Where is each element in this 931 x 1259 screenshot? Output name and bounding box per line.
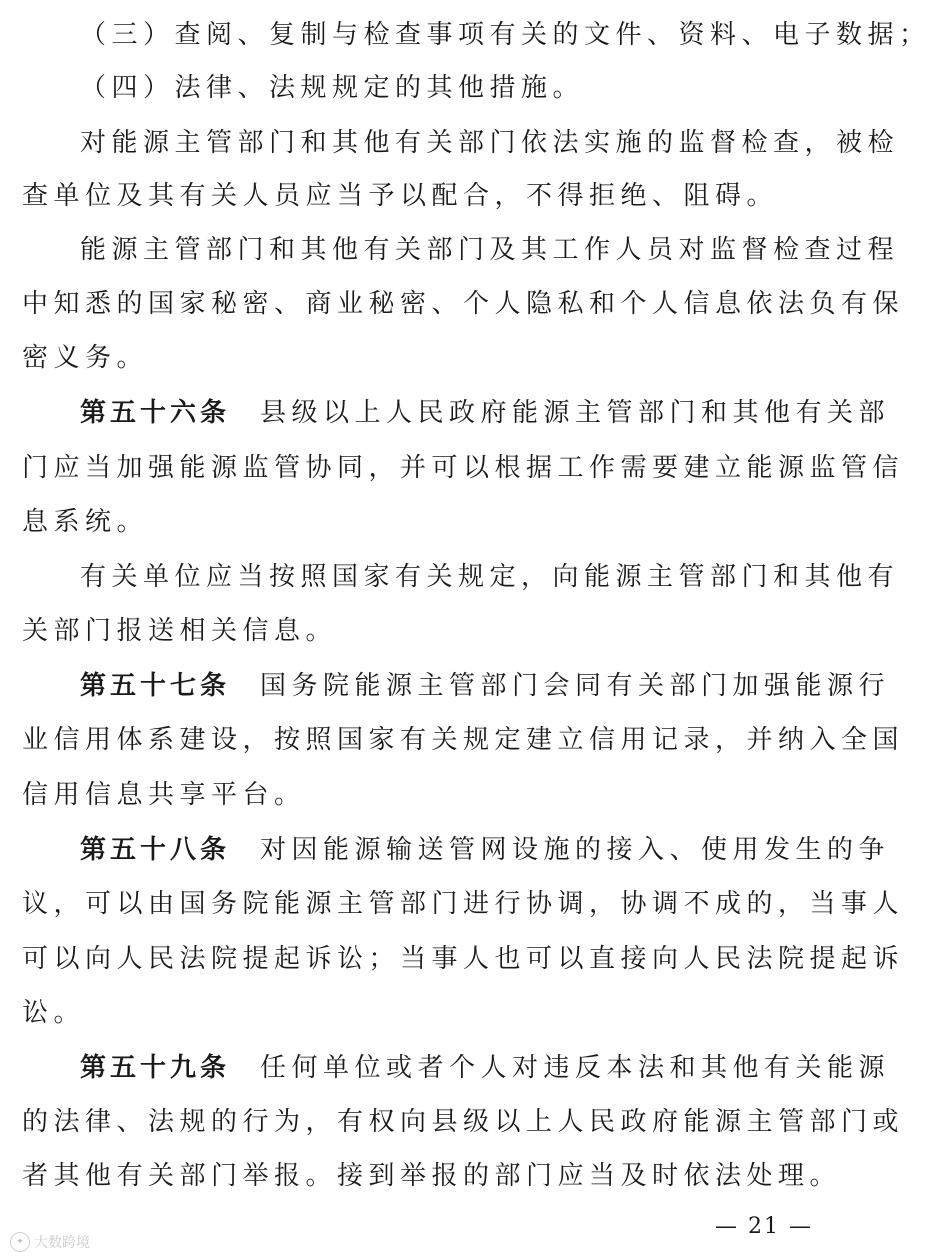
article-first-line: 第五十七条 国务院能源主管部门会同有关部门加强能源行 <box>80 671 891 701</box>
text-line: 查单位及其有关人员应当予以配合，不得拒绝、阻碍。 <box>22 181 779 211</box>
article-first-line: 第五十九条 任何单位或者个人对违反本法和其他有关能源 <box>80 1053 891 1083</box>
text-line: 讼。 <box>22 998 86 1028</box>
article-number: 第五十九条 <box>80 1053 231 1083</box>
text-line: （四）法律、法规规定的其他措施。 <box>80 73 585 103</box>
text-line: 门应当加强能源监管协同，并可以根据工作需要建立能源监管信 <box>22 453 905 483</box>
text-line: 关部门报送相关信息。 <box>22 616 338 646</box>
text-line: 对能源主管部门和其他有关部门依法实施的监督检查，被检 <box>80 128 900 158</box>
text-line: 者其他有关部门举报。接到举报的部门应当及时依法处理。 <box>22 1161 842 1191</box>
text-line: 息系统。 <box>22 507 149 537</box>
text-line: 有关单位应当按照国家有关规定，向能源主管部门和其他有 <box>80 562 900 592</box>
article-number: 第五十七条 <box>80 671 231 701</box>
article-number: 第五十八条 <box>80 835 231 865</box>
watermark <box>10 1230 90 1254</box>
text-line: 的法律、法规的行为，有权向县级以上人民政府能源主管部门或 <box>22 1107 905 1137</box>
article-first-line: 第五十八条 对因能源输送管网设施的接入、使用发生的争 <box>80 835 891 865</box>
text-line: 业信用体系建设，按照国家有关规定建立信用记录，并纳入全国 <box>22 725 905 755</box>
watermark-text: 大数跨境 <box>34 1235 90 1251</box>
article-first-line: 第五十六条 县级以上人民政府能源主管部门和其他有关部 <box>80 398 891 428</box>
text-line: 密义务。 <box>22 343 149 373</box>
text-line: 信用信息共享平台。 <box>22 780 306 810</box>
article-number: 第五十六条 <box>80 398 231 428</box>
page-number: — 21 — <box>715 1214 813 1239</box>
text-line: 中知悉的国家秘密、商业秘密、个人隐私和个人信息依法负有保 <box>22 289 905 319</box>
text-line: 能源主管部门和其他有关部门及其工作人员对监督检查过程 <box>80 235 900 265</box>
text-line: 可以向人民法院提起诉讼；当事人也可以直接向人民法院提起诉 <box>22 944 905 974</box>
text-line: （三）查阅、复制与检查事项有关的文件、资料、电子数据； <box>80 20 931 50</box>
watermark-logo-icon: ✦ <box>10 1232 30 1252</box>
text-line: 议，可以由国务院能源主管部门进行协调，协调不成的，当事人 <box>22 889 905 919</box>
